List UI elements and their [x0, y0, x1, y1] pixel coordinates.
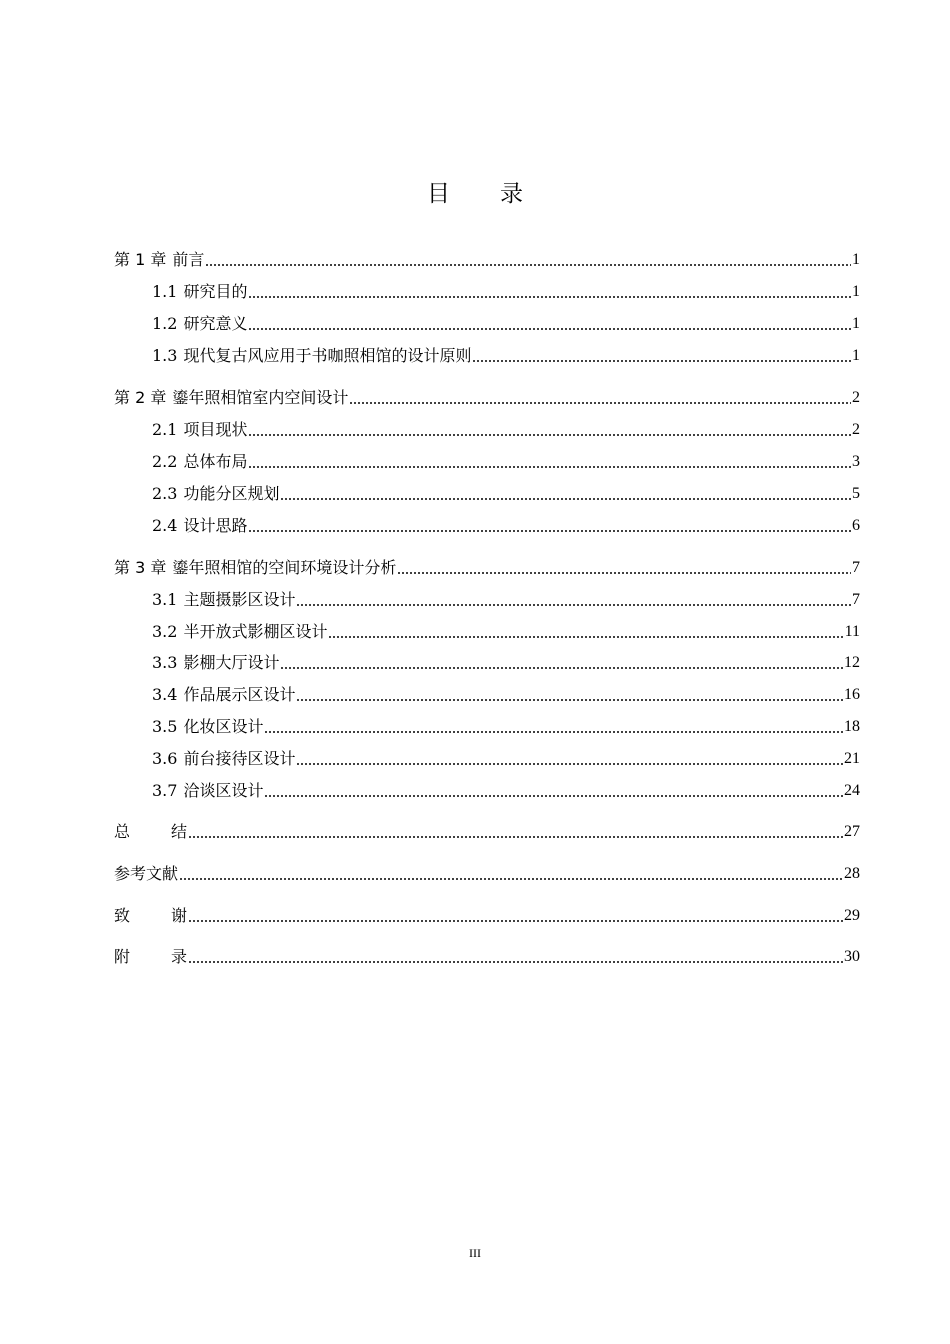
toc-entry-3-4[interactable]: [114, 681, 860, 705]
toc-chapter-prefix: 第 2 章: [114, 388, 167, 407]
toc-entry-title: 前台接待区设计: [183, 749, 296, 768]
toc-section-number: 2.3: [152, 484, 178, 503]
toc-leader-dots: [397, 572, 851, 574]
toc-section-number: 3.5: [152, 717, 178, 736]
toc-entry-title-part: 总: [114, 822, 131, 841]
toc-leader-dots: [188, 961, 843, 963]
toc-page-number: 1: [852, 251, 860, 268]
toc-page-number: 7: [852, 559, 860, 576]
toc-entry-chapter-3[interactable]: [114, 554, 860, 578]
toc-entry-title: 鎏年照相馆室内空间设计: [172, 388, 349, 407]
toc-entry-title: 鎏年照相馆的空间环境设计分析: [172, 558, 397, 577]
toc-leader-dots: [280, 667, 843, 669]
toc-leader-dots: [248, 328, 851, 330]
toc-chapter-prefix: 第 3 章: [114, 558, 167, 577]
toc-entry-2-2[interactable]: [114, 448, 860, 472]
toc-entry-title-part: 谢: [171, 906, 188, 925]
toc-page-number: 24: [844, 782, 860, 799]
toc-section-number: 1.3: [152, 346, 178, 365]
toc-page-number: 30: [844, 948, 860, 965]
toc-entry-3-7[interactable]: [114, 777, 860, 801]
toc-leader-dots: [296, 699, 843, 701]
toc-leader-dots: [296, 604, 851, 606]
toc-entry-title: 前言: [172, 250, 205, 269]
toc-page-number: 29: [844, 907, 860, 924]
toc-leader-dots: [264, 731, 843, 733]
toc-leader-dots: [328, 636, 843, 638]
toc-leader-dots: [188, 836, 843, 838]
toc-entry-title: 现代复古风应用于书咖照相馆的设计原则: [183, 346, 472, 365]
toc-entry-title: 研究意义: [183, 314, 248, 333]
toc-leader-dots: [472, 360, 851, 362]
toc-section-number: 1.2: [152, 314, 178, 333]
toc-entry-1-1[interactable]: [114, 278, 860, 302]
toc-page-number: 7: [852, 591, 860, 608]
toc-page-number: 3: [852, 453, 860, 470]
toc-entry-title-part: 附: [114, 947, 131, 966]
toc-entry-title: 项目现状: [183, 420, 248, 439]
toc-entry-title: 总体布局: [183, 452, 248, 471]
toc-entry-title: 设计思路: [183, 516, 248, 535]
toc-page-number: 21: [844, 750, 860, 767]
toc-page-number: 1: [852, 315, 860, 332]
toc-section-number: 2.4: [152, 516, 178, 535]
page-title-part2: 录: [500, 181, 523, 207]
toc-entry-chapter-1[interactable]: [114, 246, 860, 270]
toc-chapter-prefix: 第 1 章: [114, 250, 167, 269]
toc-leader-dots: [188, 920, 843, 922]
toc-leader-dots: [264, 795, 843, 797]
toc-page-number: 1: [852, 347, 860, 364]
toc-entry-appendix[interactable]: [114, 943, 860, 967]
toc-section-number: 3.6: [152, 749, 178, 768]
toc-leader-dots: [205, 264, 851, 266]
toc-entry-2-3[interactable]: [114, 480, 860, 504]
toc-entry-thanks[interactable]: [114, 902, 860, 926]
toc-leader-dots: [179, 878, 843, 880]
toc-page-number: 11: [844, 623, 860, 640]
toc-entry-title: 洽谈区设计: [183, 781, 264, 800]
toc-section-number: 3.2: [152, 622, 178, 641]
toc-entry-3-6[interactable]: [114, 745, 860, 769]
toc-entry-title: 参考文献: [114, 864, 179, 883]
toc-section-number: 3.1: [152, 590, 178, 609]
toc-entry-2-4[interactable]: [114, 512, 860, 536]
toc-entry-title-part: 结: [171, 822, 188, 841]
toc-page-number: 12: [844, 654, 860, 671]
toc-page-number: 27: [844, 823, 860, 840]
toc-leader-dots: [280, 498, 851, 500]
toc-entry-2-1[interactable]: [114, 416, 860, 440]
toc-entry-chapter-2[interactable]: [114, 384, 860, 408]
toc-section-number: 3.3: [152, 653, 178, 672]
toc-entry-3-3[interactable]: [114, 649, 860, 673]
toc-entry-1-3[interactable]: [114, 342, 860, 366]
toc-section-number: 1.1: [152, 282, 178, 301]
toc-leader-dots: [296, 763, 843, 765]
toc-section-number: 2.2: [152, 452, 178, 471]
toc-entry-title: 研究目的: [183, 282, 248, 301]
toc-page-number: 18: [844, 718, 860, 735]
toc-section-number: 3.4: [152, 685, 178, 704]
toc-entry-references[interactable]: [114, 860, 860, 884]
toc-leader-dots: [248, 434, 851, 436]
toc-entry-3-1[interactable]: [114, 586, 860, 610]
toc-page-number: 16: [844, 686, 860, 703]
toc-section-number: 3.7: [152, 781, 178, 800]
toc-leader-dots: [248, 296, 851, 298]
toc-page-number: 2: [852, 421, 860, 438]
toc-leader-dots: [349, 402, 851, 404]
footer-page-number: III: [469, 1246, 481, 1260]
page-title: [0, 176, 950, 212]
toc-leader-dots: [248, 530, 851, 532]
toc-entry-title: 作品展示区设计: [183, 685, 296, 704]
toc-entry-title: 半开放式影棚区设计: [183, 622, 328, 641]
toc-entry-title: 主题摄影区设计: [183, 590, 296, 609]
toc-entry-title: 功能分区规划: [183, 484, 280, 503]
toc-entry-summary[interactable]: [114, 818, 860, 842]
toc-page-number: 2: [852, 389, 860, 406]
toc-entry-3-2[interactable]: [114, 618, 860, 642]
toc-entry-3-5[interactable]: [114, 713, 860, 737]
toc-page-number: 5: [852, 485, 860, 502]
page-title-part1: 目: [427, 181, 450, 207]
toc-entry-title: 化妆区设计: [183, 717, 264, 736]
toc-entry-1-2[interactable]: [114, 310, 860, 334]
toc-leader-dots: [248, 466, 851, 468]
toc-page-number: 6: [852, 517, 860, 534]
toc-entry-title: 影棚大厅设计: [183, 653, 280, 672]
toc-page-number: 1: [852, 283, 860, 300]
toc-entry-title-part: 录: [171, 947, 188, 966]
toc-section-number: 2.1: [152, 420, 178, 439]
toc-page-number: 28: [844, 865, 860, 882]
toc-entry-title-part: 致: [114, 906, 131, 925]
